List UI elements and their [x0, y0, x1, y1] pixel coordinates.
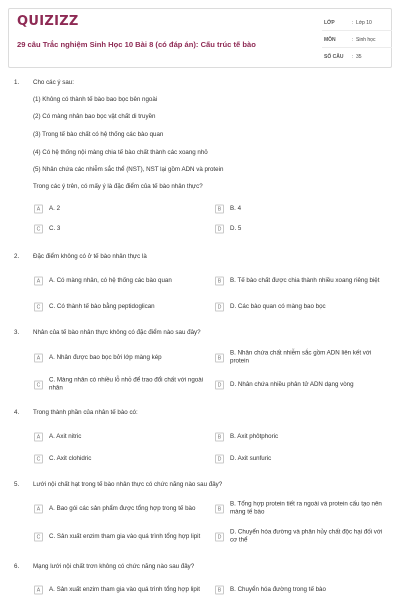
option-letter-box: D [215, 303, 224, 312]
statement: (5) Nhân chứa các nhiễm sắc thể (NST), NST lại gồm ADN và protein [33, 166, 224, 173]
option-text: D. Chuyển hóa đường và phân hủy chất độc hại đối với cơ thể [230, 528, 383, 544]
option-letter-box: B [215, 277, 224, 286]
option-text: B. Axit phôtphoric [230, 432, 279, 440]
option-letter-box: A [34, 433, 43, 442]
option-letter-box: A [34, 205, 43, 214]
question-text: Mạng lưới nội chất trơn không có chức năng nào sau đây? [33, 563, 195, 570]
quizizz-logo[interactable]: QUIZIZZ [17, 14, 79, 29]
option-text: C. 3 [49, 224, 61, 232]
option-text: D. Axit sunfuric [230, 454, 272, 462]
option-letter-box: C [34, 455, 43, 464]
quiz-header [8, 8, 392, 68]
statement: (2) Có màng nhân bao bọc vật chất di truyền [33, 113, 156, 120]
option-letter-box: A [34, 586, 43, 595]
question-text: Cho các ý sau: [33, 79, 74, 86]
question-number: 4. [14, 409, 20, 416]
option-text: A. Có màng nhân, có hệ thống các bào quan [49, 276, 172, 284]
option-letter-box: B [215, 505, 224, 514]
option-letter-box: B [215, 205, 224, 214]
statement: Trong các ý trên, có mấy ý là đặc điểm của tế bào nhân thực? [33, 183, 203, 190]
option-letter-box: C [34, 533, 43, 542]
meta-row-count: SỐ CÂU : 35 [324, 54, 362, 60]
option-c[interactable] [34, 452, 204, 466]
option-letter-box: A [34, 505, 43, 514]
meta-value: Lớp 10 [356, 20, 372, 26]
option-text: C. Màng nhân có nhiều lỗ nhỏ để trao đổi chất với ngoài nhân [49, 376, 204, 392]
meta-table [322, 14, 392, 65]
option-letter-box: B [215, 586, 224, 595]
option-text: A. Axit nitric [49, 432, 82, 440]
page-title: 29 câu Trắc nghiệm Sinh Học 10 Bài 8 (có đáp án): Cấu trúc tế bào [17, 40, 256, 49]
option-text: A. 2 [49, 204, 61, 212]
option-letter-box: D [215, 533, 224, 542]
option-text: A. Bao gói các sản phẩm được tổng hợp trong tế bào [49, 504, 196, 512]
option-text: D. Các bào quan có màng bao bọc [230, 302, 326, 310]
option-a[interactable] [34, 271, 204, 291]
statement: (3) Trong tế bào chất có hệ thống các bào quan [33, 131, 164, 138]
option-a[interactable] [34, 581, 204, 599]
question-number: 6. [14, 563, 20, 570]
option-d[interactable] [215, 527, 385, 547]
option-letter-box: D [215, 225, 224, 234]
option-text: C. Có thành tế bào bằng peptidoglican [49, 302, 155, 310]
option-text: D. 5 [230, 224, 242, 232]
option-c[interactable] [34, 300, 204, 314]
option-a[interactable] [34, 430, 204, 444]
option-d[interactable] [215, 222, 385, 236]
question-number: 5. [14, 481, 20, 488]
question-number: 2. [14, 253, 20, 260]
meta-label: SỐ CÂU [324, 54, 344, 60]
option-text: B. 4 [230, 204, 242, 212]
question-text: Đặc điểm không có ở tế bào nhân thực là [33, 253, 147, 260]
question-text: Trong thành phần của nhân tế bào có: [33, 409, 138, 416]
option-letter-box: B [215, 433, 224, 442]
option-a[interactable] [34, 499, 204, 519]
option-a[interactable] [34, 348, 204, 368]
option-text: B. Nhân chứa chất nhiễm sắc gồm ADN liên kết với protein [230, 349, 372, 365]
option-letter-box: A [34, 354, 43, 363]
question-number: 3. [14, 329, 20, 336]
meta-label: LỚP [324, 20, 335, 26]
meta-value: Sinh học [356, 37, 376, 43]
option-letter-box: C [34, 225, 43, 234]
option-text: B. Tổng hợp protein tiết ra ngoài và protein cấu tạo nên màng tế bào [230, 500, 382, 516]
option-text: D. Nhân chứa nhiều phân tử ADN dạng vòng [230, 380, 354, 388]
meta-value: 35 [356, 54, 362, 60]
option-text: C. Axit clohidric [49, 454, 92, 462]
statement: (4) Có hệ thống nội màng chia tế bào chất thành các xoang nhỏ [33, 149, 208, 156]
option-d[interactable] [215, 300, 385, 314]
option-letter-box: B [215, 354, 224, 363]
option-letter-box: A [34, 277, 43, 286]
option-letter-box: D [215, 381, 224, 390]
option-text: B. Chuyển hóa đường trong tế bào [230, 585, 326, 593]
meta-row-subject: MÔN : Sinh học [322, 31, 392, 48]
option-d[interactable] [215, 452, 385, 466]
question-number: 1. [14, 79, 20, 86]
option-b[interactable] [215, 202, 385, 216]
option-b[interactable] [215, 581, 385, 599]
option-c[interactable] [34, 527, 204, 547]
option-letter-box: D [215, 455, 224, 464]
option-c[interactable] [34, 375, 204, 395]
statement: (1) Không có thành tế bào bao bọc bên ngoài [33, 96, 158, 103]
option-b[interactable] [215, 348, 385, 368]
option-text: B. Tế bào chất được chia thành nhiều xoang riêng biệt [230, 276, 380, 284]
option-text: A. Sản xuất enzim tham gia vào quá trình tổng hợp lipit [49, 585, 200, 593]
option-d[interactable] [215, 375, 385, 395]
option-letter-box: C [34, 381, 43, 390]
option-b[interactable] [215, 430, 385, 444]
option-a[interactable] [34, 202, 204, 216]
option-text: A. Nhân được bao bọc bởi lớp màng kép [49, 353, 162, 361]
question-text: Nhân của tế bào nhân thực không có đặc điểm nào sau đây? [33, 329, 201, 336]
meta-label: MÔN [324, 37, 336, 43]
option-b[interactable] [215, 271, 385, 291]
option-text: C. Sản xuất enzim tham gia vào quá trình tổng hợp lipit [49, 532, 201, 540]
question-text: Lưới nội chất hạt trong tế bào nhân thực có chức năng nào sau đây? [33, 481, 223, 488]
option-b[interactable] [215, 499, 385, 519]
meta-row-grade: LỚP : Lớp 10 [322, 14, 392, 31]
option-letter-box: C [34, 303, 43, 312]
option-c[interactable] [34, 222, 204, 236]
